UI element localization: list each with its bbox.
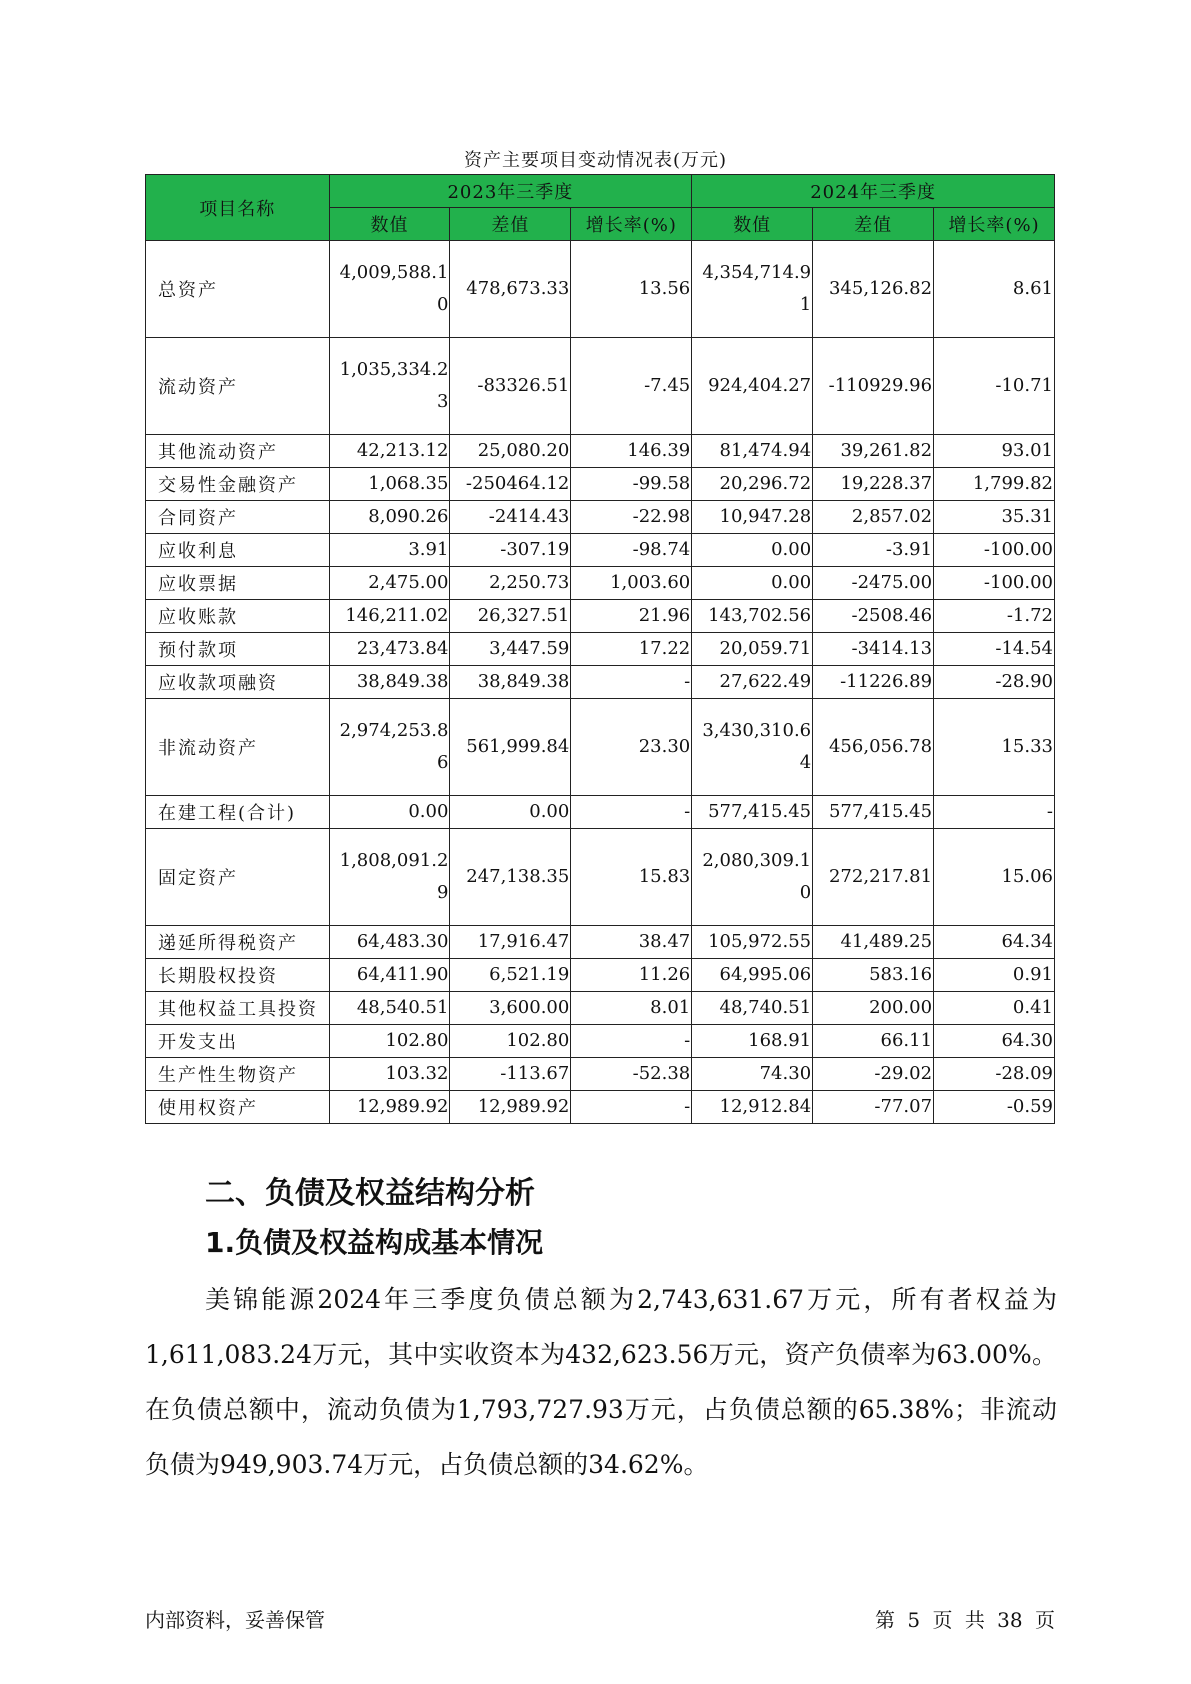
cell-value-2023: 4,009,588.10 — [329, 241, 450, 338]
table-row — [146, 1025, 1055, 1058]
cell-growth-2024: 0.91 — [934, 959, 1055, 992]
row-item-name: 总资产 — [146, 241, 330, 338]
cell-diff-2023: 247,138.35 — [450, 829, 571, 926]
row-item-name: 流动资产 — [146, 338, 330, 435]
cell-growth-2023: 13.56 — [571, 241, 692, 338]
cell-value-2024: 27,622.49 — [692, 666, 813, 699]
cell-diff-2023: -83326.51 — [450, 338, 571, 435]
cell-growth-2023: - — [571, 1091, 692, 1124]
item-name-header: 项目名称 — [146, 175, 330, 241]
row-item-name: 非流动资产 — [146, 699, 330, 796]
group-header-2023: 2023年三季度 — [329, 175, 692, 208]
cell-value-2023: 0.00 — [329, 796, 450, 829]
cell-diff-2023: -250464.12 — [450, 468, 571, 501]
table-row — [146, 959, 1055, 992]
cell-diff-2023: 3,447.59 — [450, 633, 571, 666]
cell-value-2024: 64,995.06 — [692, 959, 813, 992]
cell-diff-2024: 19,228.37 — [813, 468, 934, 501]
cell-diff-2024: -2475.00 — [813, 567, 934, 600]
section-subheading: 1.负债及权益构成基本情况 — [205, 1226, 544, 1259]
cell-growth-2024: -28.09 — [934, 1058, 1055, 1091]
cell-growth-2024: -1.72 — [934, 600, 1055, 633]
cell-value-2024: 577,415.45 — [692, 796, 813, 829]
cell-value-2024: 12,912.84 — [692, 1091, 813, 1124]
cell-value-2023: 1,068.35 — [329, 468, 450, 501]
cell-diff-2024: 200.00 — [813, 992, 934, 1025]
cell-value-2023: 23,473.84 — [329, 633, 450, 666]
cell-growth-2024: 15.06 — [934, 829, 1055, 926]
cell-diff-2024: -29.02 — [813, 1058, 934, 1091]
cell-value-2023: 8,090.26 — [329, 501, 450, 534]
cell-diff-2023: 0.00 — [450, 796, 571, 829]
cell-diff-2023: 3,600.00 — [450, 992, 571, 1025]
row-item-name: 生产性生物资产 — [146, 1058, 330, 1091]
cell-diff-2024: -3.91 — [813, 534, 934, 567]
cell-value-2023: 1,808,091.29 — [329, 829, 450, 926]
cell-growth-2024: 35.31 — [934, 501, 1055, 534]
table-row — [146, 435, 1055, 468]
cell-value-2024: 143,702.56 — [692, 600, 813, 633]
row-item-name: 预付款项 — [146, 633, 330, 666]
cell-value-2023: 64,411.90 — [329, 959, 450, 992]
cell-growth-2023: -52.38 — [571, 1058, 692, 1091]
table-row — [146, 992, 1055, 1025]
row-item-name: 其他权益工具投资 — [146, 992, 330, 1025]
cell-growth-2023: 1,003.60 — [571, 567, 692, 600]
cell-growth-2023: 11.26 — [571, 959, 692, 992]
cell-value-2024: 10,947.28 — [692, 501, 813, 534]
table-row — [146, 926, 1055, 959]
table-caption: 资产主要项目变动情况表(万元) — [463, 150, 728, 171]
subheader-growth-2023: 增长率(%) — [571, 208, 692, 241]
cell-diff-2023: -307.19 — [450, 534, 571, 567]
row-item-name: 应收账款 — [146, 600, 330, 633]
cell-value-2024: 4,354,714.91 — [692, 241, 813, 338]
cell-growth-2024: 0.41 — [934, 992, 1055, 1025]
table-row — [146, 633, 1055, 666]
cell-diff-2024: -110929.96 — [813, 338, 934, 435]
row-item-name: 合同资产 — [146, 501, 330, 534]
cell-value-2023: 3.91 — [329, 534, 450, 567]
section-heading: 二、负债及权益结构分析 — [205, 1176, 535, 1211]
subheader-value-2023: 数值 — [329, 208, 450, 241]
cell-diff-2023: 38,849.38 — [450, 666, 571, 699]
cell-diff-2023: 12,989.92 — [450, 1091, 571, 1124]
table-row — [146, 534, 1055, 567]
cell-growth-2023: 21.96 — [571, 600, 692, 633]
cell-value-2023: 146,211.02 — [329, 600, 450, 633]
cell-growth-2023: -22.98 — [571, 501, 692, 534]
cell-growth-2024: -28.90 — [934, 666, 1055, 699]
cell-diff-2024: 345,126.82 — [813, 241, 934, 338]
cell-diff-2024: 39,261.82 — [813, 435, 934, 468]
table-row — [146, 600, 1055, 633]
row-item-name: 在建工程(合计) — [146, 796, 330, 829]
cell-diff-2024: -2508.46 — [813, 600, 934, 633]
cell-diff-2023: 6,521.19 — [450, 959, 571, 992]
cell-diff-2023: -113.67 — [450, 1058, 571, 1091]
cell-value-2023: 48,540.51 — [329, 992, 450, 1025]
cell-diff-2023: -2414.43 — [450, 501, 571, 534]
table-row — [146, 468, 1055, 501]
cell-growth-2023: -7.45 — [571, 338, 692, 435]
cell-value-2024: 81,474.94 — [692, 435, 813, 468]
cell-growth-2024: -0.59 — [934, 1091, 1055, 1124]
cell-value-2024: 3,430,310.64 — [692, 699, 813, 796]
cell-growth-2023: - — [571, 796, 692, 829]
cell-value-2024: 168.91 — [692, 1025, 813, 1058]
cell-diff-2024: 272,217.81 — [813, 829, 934, 926]
cell-growth-2024: 93.01 — [934, 435, 1055, 468]
cell-growth-2023: 146.39 — [571, 435, 692, 468]
cell-diff-2023: 2,250.73 — [450, 567, 571, 600]
cell-value-2023: 102.80 — [329, 1025, 450, 1058]
row-item-name: 使用权资产 — [146, 1091, 330, 1124]
cell-growth-2024: -14.54 — [934, 633, 1055, 666]
cell-growth-2023: - — [571, 666, 692, 699]
cell-diff-2024: 456,056.78 — [813, 699, 934, 796]
table-row — [146, 501, 1055, 534]
row-item-name: 递延所得税资产 — [146, 926, 330, 959]
cell-growth-2023: 38.47 — [571, 926, 692, 959]
cell-value-2023: 64,483.30 — [329, 926, 450, 959]
cell-growth-2024: 64.34 — [934, 926, 1055, 959]
cell-value-2023: 2,974,253.86 — [329, 699, 450, 796]
cell-growth-2023: 17.22 — [571, 633, 692, 666]
table-row — [146, 699, 1055, 796]
table-row — [146, 241, 1055, 338]
footer-page-number: 第 5 页 共 38 页 — [875, 1608, 1055, 1632]
table-row — [146, 567, 1055, 600]
row-item-name: 应收利息 — [146, 534, 330, 567]
cell-value-2024: 74.30 — [692, 1058, 813, 1091]
cell-value-2024: 924,404.27 — [692, 338, 813, 435]
asset-changes-table — [145, 174, 1055, 1124]
row-item-name: 交易性金融资产 — [146, 468, 330, 501]
cell-value-2024: 0.00 — [692, 534, 813, 567]
cell-growth-2024: -100.00 — [934, 534, 1055, 567]
cell-value-2024: 20,296.72 — [692, 468, 813, 501]
row-item-name: 应收款项融资 — [146, 666, 330, 699]
cell-growth-2024: -10.71 — [934, 338, 1055, 435]
cell-value-2024: 20,059.71 — [692, 633, 813, 666]
cell-diff-2024: -77.07 — [813, 1091, 934, 1124]
subheader-diff-2024: 差值 — [813, 208, 934, 241]
cell-diff-2023: 561,999.84 — [450, 699, 571, 796]
cell-diff-2024: 41,489.25 — [813, 926, 934, 959]
row-item-name: 应收票据 — [146, 567, 330, 600]
row-item-name: 固定资产 — [146, 829, 330, 926]
cell-growth-2023: 8.01 — [571, 992, 692, 1025]
cell-growth-2024: -100.00 — [934, 567, 1055, 600]
cell-growth-2024: 8.61 — [934, 241, 1055, 338]
cell-growth-2023: -99.58 — [571, 468, 692, 501]
cell-value-2024: 2,080,309.10 — [692, 829, 813, 926]
cell-diff-2024: 577,415.45 — [813, 796, 934, 829]
cell-diff-2023: 26,327.51 — [450, 600, 571, 633]
row-item-name: 开发支出 — [146, 1025, 330, 1058]
cell-diff-2024: 66.11 — [813, 1025, 934, 1058]
table-row — [146, 338, 1055, 435]
cell-value-2023: 1,035,334.23 — [329, 338, 450, 435]
table-row — [146, 796, 1055, 829]
analysis-paragraph: 美锦能源2024年三季度负债总额为2,743,631.67万元，所有者权益为1,611,083.24万元，其中实收资本为432,623.56万元，资产负债率为63.00%。在负债总额中，流动负债为1,793,727.93万元，占负债总额的65.38%；非流动负债为949,903.74万元，占负债总额的34.62%。 — [145, 1285, 1057, 1479]
cell-value-2023: 103.32 — [329, 1058, 450, 1091]
table-header-row — [146, 175, 1055, 208]
cell-diff-2024: 2,857.02 — [813, 501, 934, 534]
row-item-name: 长期股权投资 — [146, 959, 330, 992]
cell-value-2023: 38,849.38 — [329, 666, 450, 699]
row-item-name: 其他流动资产 — [146, 435, 330, 468]
cell-diff-2023: 478,673.33 — [450, 241, 571, 338]
table-row — [146, 666, 1055, 699]
cell-growth-2023: 23.30 — [571, 699, 692, 796]
cell-value-2024: 0.00 — [692, 567, 813, 600]
table-row — [146, 1091, 1055, 1124]
cell-diff-2024: 583.16 — [813, 959, 934, 992]
cell-value-2023: 12,989.92 — [329, 1091, 450, 1124]
cell-growth-2023: 15.83 — [571, 829, 692, 926]
cell-value-2024: 105,972.55 — [692, 926, 813, 959]
cell-growth-2024: 1,799.82 — [934, 468, 1055, 501]
cell-diff-2023: 102.80 — [450, 1025, 571, 1058]
table-body — [146, 241, 1055, 1124]
cell-growth-2023: - — [571, 1025, 692, 1058]
group-header-2024: 2024年三季度 — [692, 175, 1055, 208]
cell-value-2023: 42,213.12 — [329, 435, 450, 468]
cell-value-2024: 48,740.51 — [692, 992, 813, 1025]
subheader-diff-2023: 差值 — [450, 208, 571, 241]
subheader-value-2024: 数值 — [692, 208, 813, 241]
cell-value-2023: 2,475.00 — [329, 567, 450, 600]
cell-growth-2024: - — [934, 796, 1055, 829]
table-row — [146, 1058, 1055, 1091]
cell-diff-2024: -11226.89 — [813, 666, 934, 699]
cell-growth-2024: 15.33 — [934, 699, 1055, 796]
cell-growth-2023: -98.74 — [571, 534, 692, 567]
table-row — [146, 829, 1055, 926]
subheader-growth-2024: 增长率(%) — [934, 208, 1055, 241]
footer-confidential-note: 内部资料，妥善保管 — [145, 1608, 325, 1632]
cell-diff-2024: -3414.13 — [813, 633, 934, 666]
cell-diff-2023: 17,916.47 — [450, 926, 571, 959]
cell-growth-2024: 64.30 — [934, 1025, 1055, 1058]
cell-diff-2023: 25,080.20 — [450, 435, 571, 468]
